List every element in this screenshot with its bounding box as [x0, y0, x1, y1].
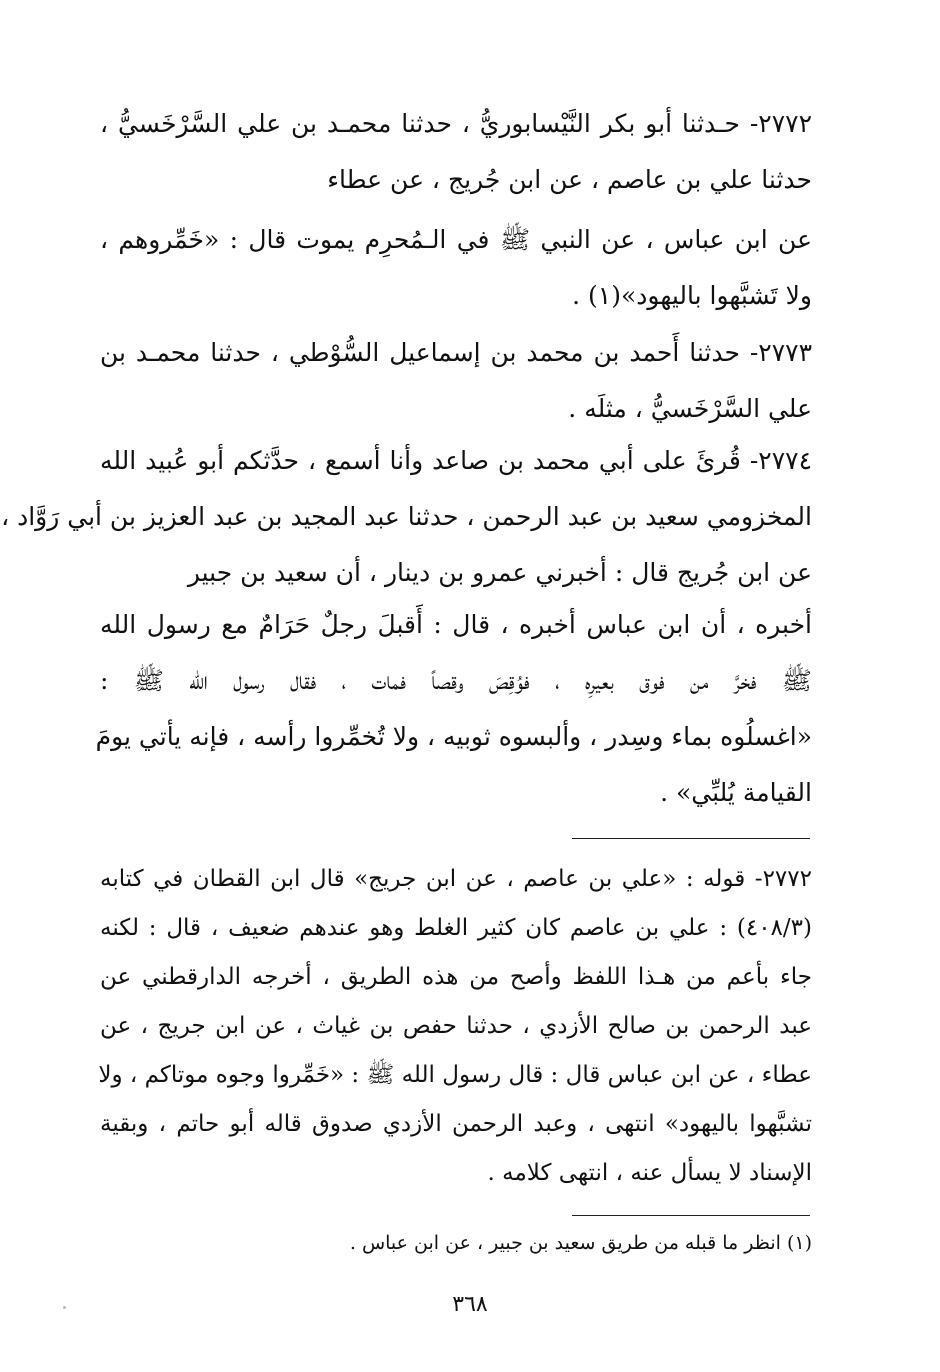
- hadith-2774-isnad: [1, 433, 812, 601]
- text-line: ولا تَشبَّهوا باليهود»(١) .: [572, 281, 812, 310]
- footnote: (١) انظر ما قبله من طريق سعيد بن جبير ، عن ابن عباس .: [349, 1232, 812, 1254]
- text-line: تشبَّهوا باليهود» انتهى ، وعبد الرحمن الأزدي صدوق قاله أبو حاتم ، وبقية: [100, 1111, 812, 1137]
- hadith-2772-isnad: [100, 96, 812, 208]
- commentary: [100, 855, 812, 1198]
- text-line: عبد الرحمن بن صالح الأزدي ، حدثنا حفص بن غياث ، عن ابن جريج ، عن: [100, 1013, 812, 1039]
- hadith-2772-matn: [100, 212, 812, 324]
- text-line: ٢٧٧٢- حـدثنا أبو بكر النَّيْسابوريُّ ، حدثنا محمـد بن علي السَّرْخَسيُّ ،: [100, 109, 812, 138]
- text-line: ﷺ فخرَّ من فوق بعيرِه ، فوُقِصَ وقصاً فمات ، فقال رسول الله ﷺ :: [100, 666, 812, 695]
- text-line: ٢٧٧٤- قُرئَ على أبي محمد بن صاعد وأنا أسمع ، حدَّثكم أبو عُبيد الله: [100, 446, 812, 475]
- text-line: «اغسلُوه بماء وسِدر ، وألبسوه ثوبيه ، ولا تُخمِّروا رأسه ، فإنه يأتي يومَ: [95, 722, 812, 751]
- text-line: علي السَّرْخَسيُّ ، مثلَه .: [568, 394, 812, 423]
- text-line: عطاء ، عن ابن عباس قال : قال رسول الله ﷺ : «خَمِّروا وجوه موتاكم ، ولا: [98, 1062, 812, 1088]
- hadith-2773: [100, 325, 812, 437]
- text-line: ٢٧٧٢- قوله : «علي بن عاصم ، عن ابن جريج» قال ابن القطان في كتابه: [100, 866, 812, 892]
- text-line: عن ابن عباس ، عن النبي ﷺ في الـمُحرِم يموت قال : «خَمِّروهم ،: [100, 225, 812, 254]
- page-number: ٣٦٨: [452, 1292, 488, 1317]
- text-line: (٤٠٨/٣) : علي بن عاصم كان كثير الغلط وهو عندهم ضعيف ، قال : لكنه: [100, 915, 812, 941]
- text-line: المخزومي سعيد بن عبد الرحمن ، حدثنا عبد المجيد بن عبد العزيز بن أبي رَوَّاد ،: [1, 502, 812, 531]
- text-line: جاء بأعم من هـذا اللفظ وأصح من هذه الطريق ، أخرجه الدارقطني عن: [100, 964, 812, 990]
- hadith-2774-matn: [95, 597, 812, 821]
- text-line: القيامة يُلبِّي» .: [660, 778, 812, 807]
- text-line: حدثنا علي بن عاصم ، عن ابن جُريج ، عن عطاء: [327, 165, 812, 194]
- text-line: أخبره ، أن ابن عباس أخبره ، قال : أَقبلَ رجلٌ حَرَامٌ مع رسول الله: [100, 610, 812, 639]
- scan-speck: [63, 1306, 66, 1309]
- text-line: ٢٧٧٣- حدثنا أَحمد بن محمد بن إسماعيل السُّوْطي ، حدثنا محمـد بن: [100, 338, 812, 367]
- commentary-separator: [572, 838, 810, 839]
- footnote-separator: [572, 1215, 810, 1216]
- text-line: الإسناد لا يسأل عنه ، انتهى كلامه .: [487, 1160, 812, 1186]
- text-line: عن ابن جُريج قال : أخبرني عمرو بن دينار ، أن سعيد بن جبير: [187, 558, 812, 587]
